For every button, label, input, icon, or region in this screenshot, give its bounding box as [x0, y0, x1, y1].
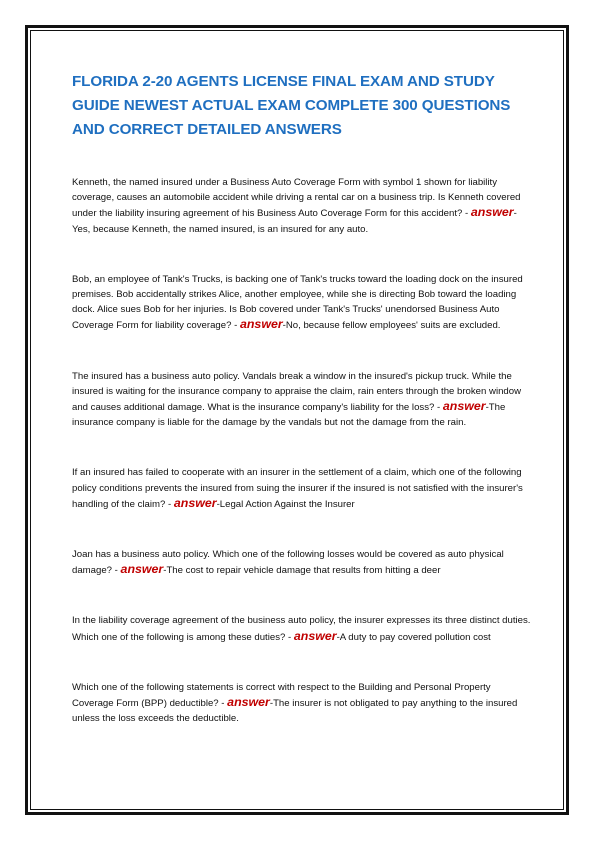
answer-text: -No, because fellow employees' suits are excluded. — [282, 320, 501, 332]
qa-item-2 — [72, 272, 532, 334]
answer-label: answer — [442, 399, 486, 414]
answer-text: -Legal Action Against the Insurer — [216, 498, 355, 510]
question-text: Joan has a business auto policy. Which one of the following losses would be covered as auto physical damage? - — [72, 549, 504, 577]
question-text: In the liability coverage agreement of the business auto policy, the insurer expresses its three distinct duties. Which one of the following is among these duties? - — [72, 615, 531, 643]
answer-label: answer — [470, 205, 514, 220]
answer-text: -A duty to pay covered pollution cost — [336, 631, 491, 643]
answer-text: -The insurer is not obligated to pay anything to the insured unless the loss exceeds the deductible. — [72, 698, 518, 725]
answer-text: -Yes, because Kenneth, the named insured, is an insured for any auto. — [72, 208, 517, 235]
question-text: The insured has a business auto policy. Vandals break a window in the insured's pickup truck. While the insured is waiting for the insurance company to appraise the claim, rain enters through the broken window and causes additional damage. What is the insurance company's liability for the loss? - — [72, 370, 522, 414]
answer-label: answer — [173, 495, 217, 510]
qa-item-4 — [72, 465, 532, 512]
question-text: Kenneth, the named insured under a Business Auto Coverage Form with symbol 1 shown for liability coverage, causes an automobile accident while driving a rental car on a business trip. Is Kenneth covered under the liability insuring agreement of his Business Auto Coverage Form for this accident? - — [72, 177, 521, 220]
answer-label: answer — [227, 695, 270, 710]
answer-text: -The cost to repair vehicle damage that results from hitting a deer — [163, 565, 441, 577]
document-title: FLORIDA 2-20 AGENTS LICENSE FINAL EXAM AND STUDY GUIDE NEWEST ACTUAL EXAM COMPLETE 300 QUESTIONS AND CORRECT DETAILED ANSWERS — [72, 73, 511, 138]
qa-item-6 — [72, 613, 532, 644]
qa-item-3 — [72, 369, 532, 431]
question-text: Which one of the following statements is correct with respect to the Building and Personal Property Coverage Form (BPP) deductible? - — [72, 681, 491, 710]
qa-item-7 — [72, 680, 532, 727]
answer-label: answer — [293, 628, 337, 643]
answer-text: -The insurance company is liable for the damage by the vandals but not the damage from the rain. — [72, 402, 506, 429]
question-text: Bob, an employee of Tank's Trucks, is backing one of Tank's trucks toward the loading dock on the insured premises. Bob accidentally strikes Alice, another employee, while she is directing Bob toward the loading dock. Alice sues Bob for her injuries. Is Bob covered under Tank's Trucks' unendorsed Business Auto Coverage Form for liability coverage? - — [72, 273, 523, 332]
qa-item-1 — [72, 175, 532, 237]
qa-item-5 — [72, 547, 532, 578]
question-text: If an insured has failed to cooperate with an insurer in the settlement of a claim, which one of the following policy conditions prevents the insured from suing the insurer if the insured is not satisfied with the insurer's handling of the claim? - — [72, 467, 523, 510]
document-body — [72, 70, 532, 761]
answer-label: answer — [120, 562, 164, 577]
answer-label: answer — [239, 317, 283, 332]
